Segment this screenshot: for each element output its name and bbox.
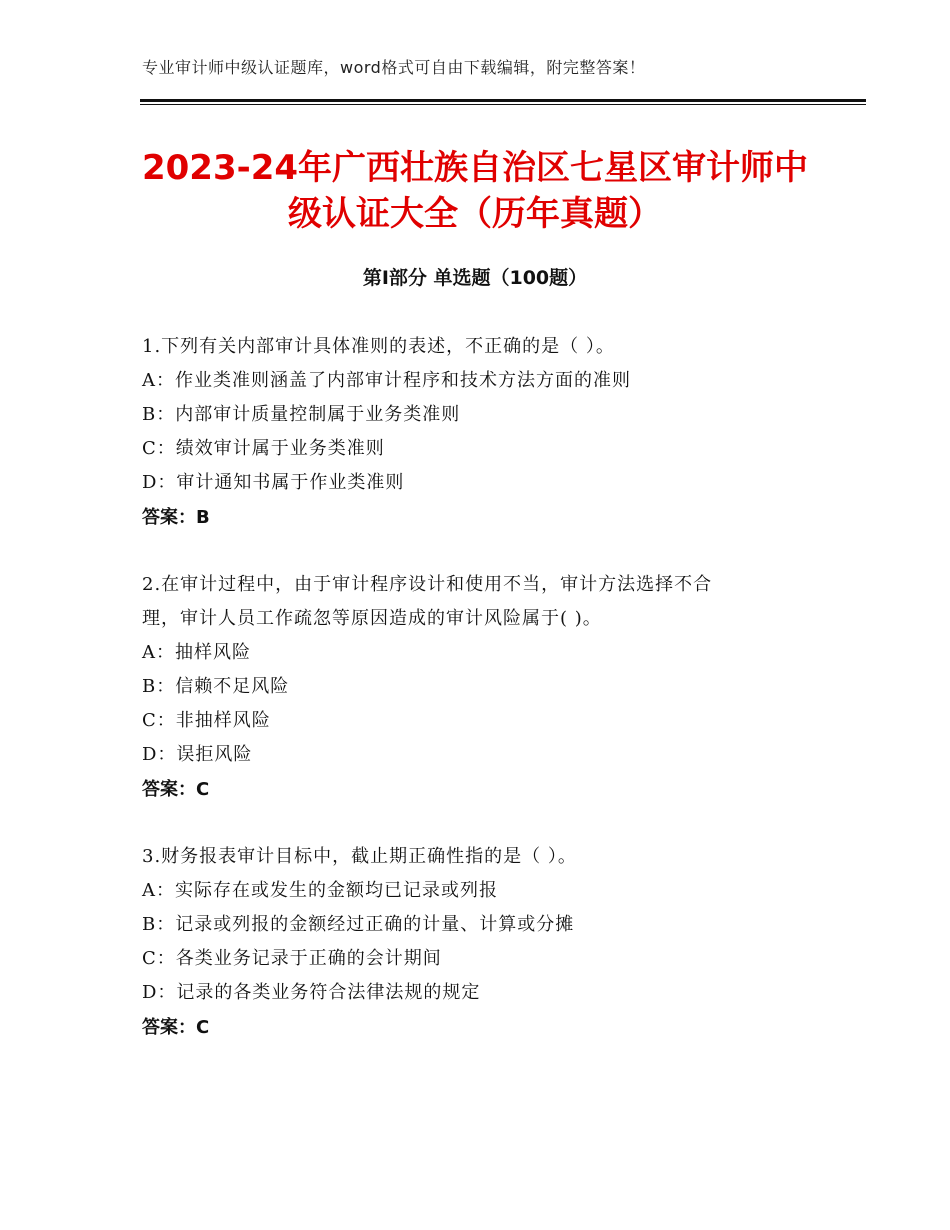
question-list xyxy=(142,330,822,1078)
question-1-stem: 1.下列有关内部审计具体准则的表述，不正确的是（ ）。 xyxy=(142,336,615,357)
question-3-stem: 3.财务报表审计目标中，截止期正确性指的是（ ）。 xyxy=(142,846,577,867)
question-3-option-c: C：各类业务记录于正确的会计期间 xyxy=(142,948,442,969)
document-title xyxy=(100,145,850,237)
title-line-2: 级认证大全（历年真题） xyxy=(288,194,662,234)
header-rule-thick xyxy=(140,99,866,102)
question-2-option-c: C：非抽样风险 xyxy=(142,710,271,731)
question-2-option-d: D：误拒风险 xyxy=(142,744,253,765)
title-line-1: 2023-24年广西壮族自治区七星区审计师中 xyxy=(141,148,809,188)
question-2-stem-line-1: 2.在审计过程中，由于审计程序设计和使用不当，审计方法选择不合 xyxy=(142,574,713,595)
question-2-option-b: B：信赖不足风险 xyxy=(142,676,290,697)
question-2-option-a: A：抽样风险 xyxy=(142,642,251,663)
question-3-option-b: B：记录或列报的金额经过正确的计量、计算或分摊 xyxy=(142,914,575,935)
page-header-text: 专业审计师中级认证题库，word格式可自由下载编辑，附完整答案！ xyxy=(142,58,646,77)
question-1-option-d: D：审计通知书属于作业类准则 xyxy=(142,472,405,493)
question-3 xyxy=(142,840,822,1046)
question-1-answer: 答案：B xyxy=(142,507,210,528)
question-1-option-a: A：作业类准则涵盖了内部审计程序和技术方法方面的准则 xyxy=(142,370,631,391)
question-3-option-a: A：实际存在或发生的金额均已记录或列报 xyxy=(142,880,498,901)
header-rule-thin xyxy=(140,104,866,105)
question-2-stem-line-2: 理，审计人员工作疏忽等原因造成的审计风险属于( )。 xyxy=(142,608,602,629)
question-2 xyxy=(142,568,822,808)
question-1-option-b: B：内部审计质量控制属于业务类准则 xyxy=(142,404,461,425)
question-3-answer: 答案：C xyxy=(142,1017,210,1038)
section-title: 第Ⅰ部分 单选题（100题） xyxy=(362,267,588,289)
question-1 xyxy=(142,330,822,536)
question-1-option-c: C：绩效审计属于业务类准则 xyxy=(142,438,385,459)
question-2-answer: 答案：C xyxy=(142,779,210,800)
question-3-option-d: D：记录的各类业务符合法律法规的规定 xyxy=(142,982,481,1003)
